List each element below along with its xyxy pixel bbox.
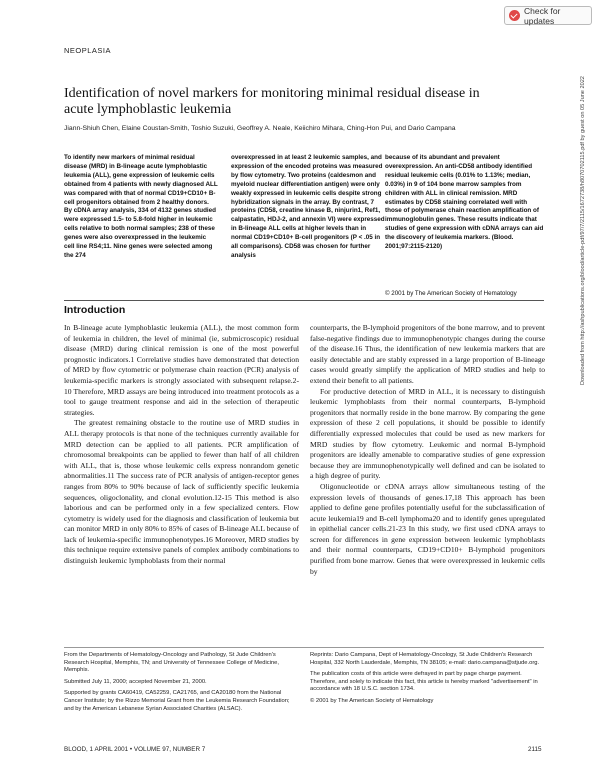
abstract-column-2: overexpressed in at least 2 leukemic samples, and expression of the encoded proteins was measured by flow cytometry. Two proteins (caldesmon and myeloid nuclear differentiation antigen) were only weakly expressed in leukemic cells despite strong hybridization signals in the array. By contrast, 7 proteins (CD58, creatine kinase B, ninjurin1, Ref1, calpastatin, HDJ-2, and annexin VI) were expressed in B-lineage ALL cells at higher levels than in normal CD19+CD10+ B-cell progenitors (P < .05 in all comparisons). CD58 was chosen for further analysis — [231, 154, 385, 259]
footnote-divider — [64, 647, 544, 648]
introduction-heading: Introduction — [64, 304, 126, 316]
reprints-note: Reprints: Dario Campana, Dept of Hematology-Oncology, St Jude Children's Research Hospital, 332 North Lauderdale, Memphis, TN 38105; e-mail: dario.campana@stjude.org. — [310, 652, 540, 666]
footnotes-left — [64, 652, 299, 717]
intro-paragraph: In B-lineage acute lymphoblastic leukemia (ALL), the most common form of leukemia in children, the level of minimal (ie, submicroscopic) residual disease (MRD) during clinical remission is one of the most powerful prognostic indicators.1 Correlative studies have demonstrated that detection of MRD by flow cytometric or polymerase chain reaction (PCR) analysis of leukemia-specific markers is strongly associated with subsequent relapse.2-10 Therefore, MRD assays are being introduced into treatment protocols as a tool to gauge treatment response and aid in the selection of therapeutic strategies. — [64, 323, 299, 417]
abstract-column-1: To identify new markers of minimal residual disease (MRD) in B-lineage acute lymphoblastic leukemia (ALL), gene expression of leukemic cells obtained from 4 patients with newly diagnosed ALL was compared with that of normal CD19+CD10+ B-cell progenitors obtained from 2 healthy donors. By cDNA array analysis, 334 of 4132 genes studied were expressed 1.5- to 5.8-fold higher in leukemic cells relative to both normal samples; 238 of these genes were also overexpressed in the leukemic cell line RS4;11. Nine genes were selected among the 274 — [64, 154, 218, 259]
author-list: Jiann-Shiuh Chen, Elaine Coustan-Smith, Toshio Suzuki, Geoffrey A. Neale, Keiichiro Mihara, Ching-Hon Pui, and Dario Campana — [64, 125, 456, 132]
intro-column-1 — [64, 323, 299, 567]
footnotes-right — [310, 652, 545, 710]
intro-paragraph: Oligonucleotide or cDNA arrays allow simultaneous testing of the expression levels of thousands of genes.17,18 This approach has been applied to define gene profiles potentially useful for the subclassification of acute leukemia19 and B-cell lymphoma20 and to identify genes upregulated in epithelial cancer cells.21-23 In this study, we first used cDNA arrays to screen for differences in gene expression between leukemic lymphoblasts and their normal counterparts, CD19+CD10+ B-lymphoid progenitors purified from bone marrow. Genes that were overexpressed in leukemic cells by — [310, 481, 545, 576]
section-divider — [64, 300, 544, 301]
intro-column-2 — [310, 323, 545, 577]
intro-paragraph: counterparts, the B-lymphoid progenitors of the bone marrow, and to prevent false-negative findings due to immunophenotypic changes during the course of the disease.16 Thus, the identification of new leukemia markers that are easily detectable and are stably expressed in a large proportion of B-lineage cases would greatly simplify the application of MRD studies and help to extend their benefit to all patients. — [310, 323, 545, 385]
funding-note: Supported by grants CA60419, CA52259, CA21765, and CA20180 from the National Cancer Institute; by the Rizzo Memorial Grant from the Leukemia Research Foundation; and by the American Lebanese Syrian Associated Charities (ALSAC). — [64, 690, 290, 712]
check-for-updates-button[interactable] — [504, 6, 592, 25]
article-title: Identification of novel markers for monitoring minimal residual disease in acute lymphoblastic leukemia — [64, 86, 480, 117]
affiliation-note: From the Departments of Hematology-Oncology and Pathology, St Jude Children's Research Hospital, Memphis, TN; and University of Tennessee College of Medicine, Memphis. — [64, 652, 280, 674]
intro-paragraph: The greatest remaining obstacle to the routine use of MRD studies in ALL therapy protocols is that none of the techniques currently available for MRD detection can be applied to all patients. PCR amplification of chromosomal breakpoints can be applied to fewer than half of all children with ALL, that is, those whose leukemic cells express nonrandom genetic abnormalities.11 The success rate of PCR analysis of antigen-receptor genes ranges from 80% to 90% because of lack of sufficiently specific leukemia sequences, oligoclonality, and clonal evolution.12-15 This method is also laborious and can be performed only in a few specialized centers. Flow cytometry is widely used for the diagnosis and classification of leukemia but can monitor MRD in only 80% to 85% of cases of B-lineage ALL because of lack of leukemia-specific immunophenotypes.16 Moreover, MRD studies by this technique require extensive panels of complex antibody combinations to distinguish leukemic lymphoblasts from their normal — [64, 418, 299, 566]
download-watermark: Downloaded from http://ashpublications.org/blood/article-pdf/97/7/2115/1672738/h8070702115.pdf by guest on 05 June 2022 — [580, 76, 586, 385]
footnote-copyright: © 2001 by The American Society of Hematology — [310, 697, 434, 704]
abstract-copyright: © 2001 by The American Society of Hematology — [385, 290, 517, 297]
journal-footer: BLOOD, 1 APRIL 2001 • VOLUME 97, NUMBER 7 — [64, 746, 206, 753]
check-updates-icon — [509, 10, 520, 21]
publication-cost-note: The publication costs of this article were defrayed in part by page charge payment. Therefore, and solely to indicate this fact, this article is hereby marked "advertisement" in accordance with 18 U.S.C. section 1734. — [310, 671, 538, 693]
page-number: 2115 — [528, 746, 542, 753]
submission-dates: Submitted July 11, 2000; accepted November 21, 2000. — [64, 678, 207, 685]
abstract-column-3: because of its abundant and prevalent overexpression. An anti-CD58 antibody identified residual leukemic cells (0.01% to 1.13%; median, 0.03%) in 9 of 104 bone marrow samples from children with ALL in clinical remission. MRD estimates by CD58 staining correlated well with those of polymerase chain reaction amplification of immunoglobulin genes. These results indicate that studies of gene expression with cDNA arrays can aid the discovery of leukemia markers. (Blood. 2001;97:2115-2120) — [385, 154, 544, 251]
check-updates-label: Check for updates — [524, 5, 561, 26]
section-label: NEOPLASIA — [64, 46, 112, 55]
intro-paragraph: For productive detection of MRD in ALL, it is necessary to distinguish leukemic lymphoblasts from their normal counterparts, B-lymphoid progenitors that normally reside in the bone marrow. By comparing the gene expression of these 2 cell populations, it should be possible to identify differentially expressed molecules that could be used as new markers for MRD studies by flow cytometry. Leukemic and normal B-lymphoid progenitors are ideally amenable to comparative studies of gene expression because they are immunophenotypically well defined and can be isolated to a high degree of purity. — [310, 386, 545, 481]
